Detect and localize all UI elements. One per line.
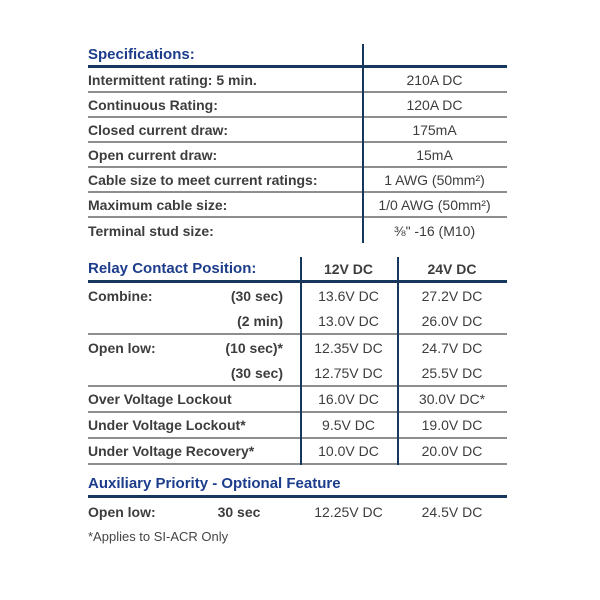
relay-row-label: Under Voltage Recovery* (88, 443, 255, 459)
table-row (88, 118, 507, 143)
table-row (88, 335, 507, 361)
spec-value: 1 AWG (50mm²) (384, 171, 485, 188)
table-row (88, 439, 507, 465)
spec-label: Continuous Rating: (88, 96, 218, 113)
relay-value-12v: 12.75V DC (314, 365, 383, 381)
relay-row-label-cell (88, 365, 300, 381)
relay-row-time: (2 min) (237, 313, 283, 329)
spec-value: ⅜" -16 (M10) (393, 222, 476, 239)
relay-row-label: Over Voltage Lockout (88, 391, 232, 407)
spec-value: 15mA (416, 146, 453, 163)
aux-value-12v: 12.25V DC (314, 503, 383, 520)
table-row (88, 283, 507, 309)
relay-row-time: (30 sec) (230, 288, 283, 304)
aux-row-time: 30 sec (217, 503, 261, 520)
table-row (88, 413, 507, 439)
relay-value-24v: 25.5V DC (421, 365, 483, 381)
spec-label: Maximum cable size: (88, 196, 228, 213)
aux-value-24v: 24.5V DC (421, 503, 483, 520)
relay-row-label-cell (88, 288, 300, 304)
relay-row-label-cell (88, 313, 300, 329)
column-header-12v: 12V DC (323, 260, 374, 277)
relay-row-time: (10 sec)* (225, 340, 283, 356)
relay-value-12v: 10.0V DC (318, 443, 379, 459)
table-row (88, 498, 507, 525)
footnote: *Applies to SI-ACR Only (88, 529, 229, 544)
spec-label: Terminal stud size: (88, 222, 214, 239)
relay-row-time: (30 sec) (230, 365, 283, 381)
spec-label: Open current draw: (88, 146, 218, 163)
spec-label: Closed current draw: (88, 121, 229, 138)
relay-value-24v: 30.0V DC* (418, 391, 486, 407)
relay-column-divider-2 (397, 257, 399, 465)
relay-row-label-cell (88, 443, 300, 459)
auxiliary-priority-table (88, 473, 507, 525)
specifications-title: Specifications: (88, 46, 195, 63)
table-row (88, 309, 507, 335)
relay-row-label: Open low: (88, 340, 156, 356)
table-row (88, 143, 507, 168)
spec-value: 120A DC (406, 96, 463, 113)
relay-table-header (88, 257, 507, 283)
relay-value-24v: 20.0V DC (421, 443, 483, 459)
relay-value-24v: 24.7V DC (421, 340, 483, 356)
table-row (88, 93, 507, 118)
specifications-header (88, 44, 507, 68)
column-header-24v: 24V DC (427, 260, 477, 277)
spec-label: Intermittent rating: 5 min. (88, 71, 257, 88)
relay-value-12v: 13.6V DC (318, 288, 379, 304)
spec-value: 175mA (412, 121, 457, 138)
relay-value-12v: 16.0V DC (318, 391, 379, 407)
table-row (88, 68, 507, 93)
relay-value-24v: 19.0V DC (421, 417, 483, 433)
table-row (88, 387, 507, 413)
table-row (88, 361, 507, 387)
relay-contact-position-table (88, 257, 507, 465)
relay-value-24v: 26.0V DC (421, 313, 483, 329)
relay-value-24v: 27.2V DC (421, 288, 483, 304)
relay-row-label: Combine: (88, 288, 153, 304)
spec-value: 1/0 AWG (50mm²) (378, 196, 491, 213)
relay-row-label-cell (88, 391, 300, 407)
table-row (88, 193, 507, 218)
relay-value-12v: 13.0V DC (318, 313, 379, 329)
auxiliary-priority-header (88, 473, 507, 498)
aux-row-label: Open low: (88, 503, 156, 520)
relay-row-label: Under Voltage Lockout* (88, 417, 246, 433)
spec-value: 210A DC (406, 71, 463, 88)
relay-value-12v: 9.5V DC (322, 417, 375, 433)
spec-column-divider (362, 44, 364, 243)
datasheet-content (88, 44, 507, 547)
auxiliary-priority-title: Auxiliary Priority - Optional Feature (88, 475, 341, 492)
relay-value-12v: 12.35V DC (314, 340, 383, 356)
relay-table-title: Relay Contact Position: (88, 259, 257, 277)
relay-row-label-cell (88, 340, 300, 356)
spec-label: Cable size to meet current ratings: (88, 171, 318, 188)
relay-row-label-cell (88, 417, 300, 433)
table-row (88, 168, 507, 193)
relay-column-divider-1 (300, 257, 302, 465)
specifications-table (88, 44, 507, 243)
table-row (88, 218, 507, 243)
